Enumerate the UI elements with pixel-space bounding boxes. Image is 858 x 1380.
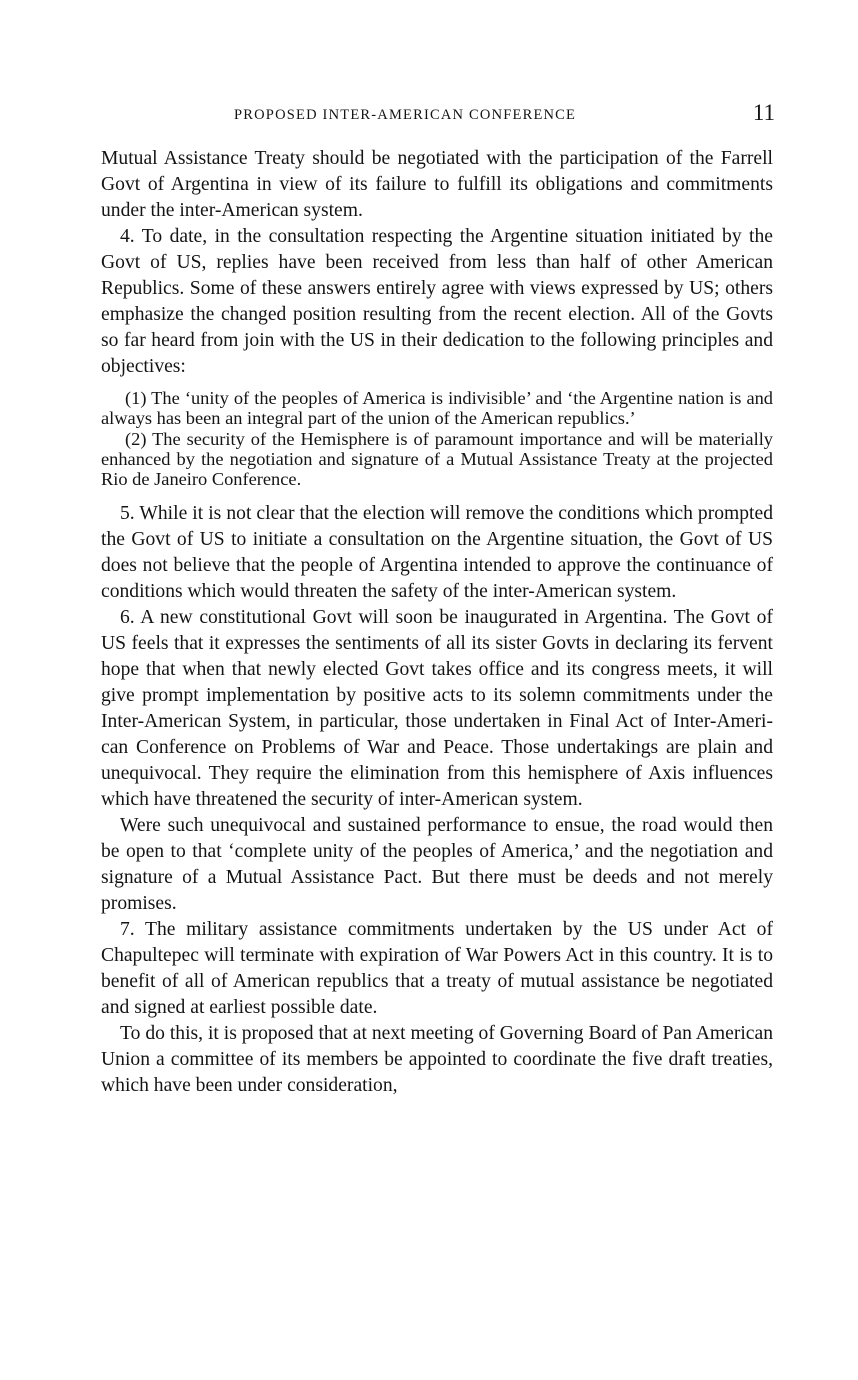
- paragraph-7: 7. The military assistance commitments undertaken by the US under Act of Chapultepec will terminate with expiration of War Powers Act in this country. It is to benefit of all of American republics that a treaty of mutual assistance be negotiated and signed at earliest possible date.: [101, 919, 773, 1019]
- principles-quote-block: [101, 388, 773, 489]
- running-head: [100, 100, 775, 130]
- running-title: PROPOSED INTER-AMERICAN CONFERENCE: [234, 107, 577, 123]
- quote-principle-1: (1) The ‘unity of the peoples of America is indivisible’ and ‘the Argentine nation is and always has been an integral part of the union of the American republics.’: [101, 388, 773, 429]
- quote-principle-2: (2) The security of the Hemisphere is of paramount importance and will be materially enhanced by the negotiation and signature of a Mutual Assistance Treaty at the projected Rio de Janeiro Conference.: [101, 428, 773, 490]
- paragraph-final: To do this, it is proposed that at next meeting of Governing Board of Pan American Union a committee of its members be appointed to coordinate the five draft treaties, which have been under consideration,: [101, 1023, 773, 1097]
- paragraph-6: 6. A new constitutional Govt will soon be inaugurated in Argentina. The Govt of US feels that it expresses the sentiments of all its sister Govts in declaring its fervent hope that when that newly elected Govt takes office and its congress meets, it will give prompt implementation by positive acts to its solemn commitments under the Inter-American System, in particular, those undertaken in Final Act of Inter-American Conference on Problems of War and Peace. Those undertakings are plain and unequivocal. They require the elimination from this hemisphere of Axis influences which have threatened the security of inter-American system.: [101, 607, 773, 811]
- paragraph-continued: Mutual Assistance Treaty should be negotiated with the participation of the Farrell Govt of Argentina in view of its failure to fulfill its obligations and commitments under the inter-American system.: [101, 148, 773, 221]
- paragraph-were: Were such unequivocal and sustained performance to ensue, the road would then be open to that ‘complete unity of the peoples of America,’ and the negotiation and signature of a Mutual Assistance Pact. But there must be deeds and not merely promises.: [101, 815, 773, 915]
- page-number: 11: [752, 100, 775, 125]
- paragraph-4: 4. To date, in the consultation respecting the Argentine situation initiated by the Govt of US, replies have been received from less than half of other American Republics. Some of these answers entirely agree with views expressed by US; others emphasize the changed position resulting from the recent election. All of the Govts so far heard from join with the US in their dedication to the following principles and objectives:: [101, 226, 773, 377]
- body-text: [101, 146, 773, 1099]
- paragraph-5: 5. While it is not clear that the election will remove the conditions which prompted the Govt of US to initiate a consultation on the Argentine situation, the Govt of US does not believe that the people of Argentina intended to approve the continuance of conditions which would threaten the safety of the inter-American system.: [101, 503, 773, 603]
